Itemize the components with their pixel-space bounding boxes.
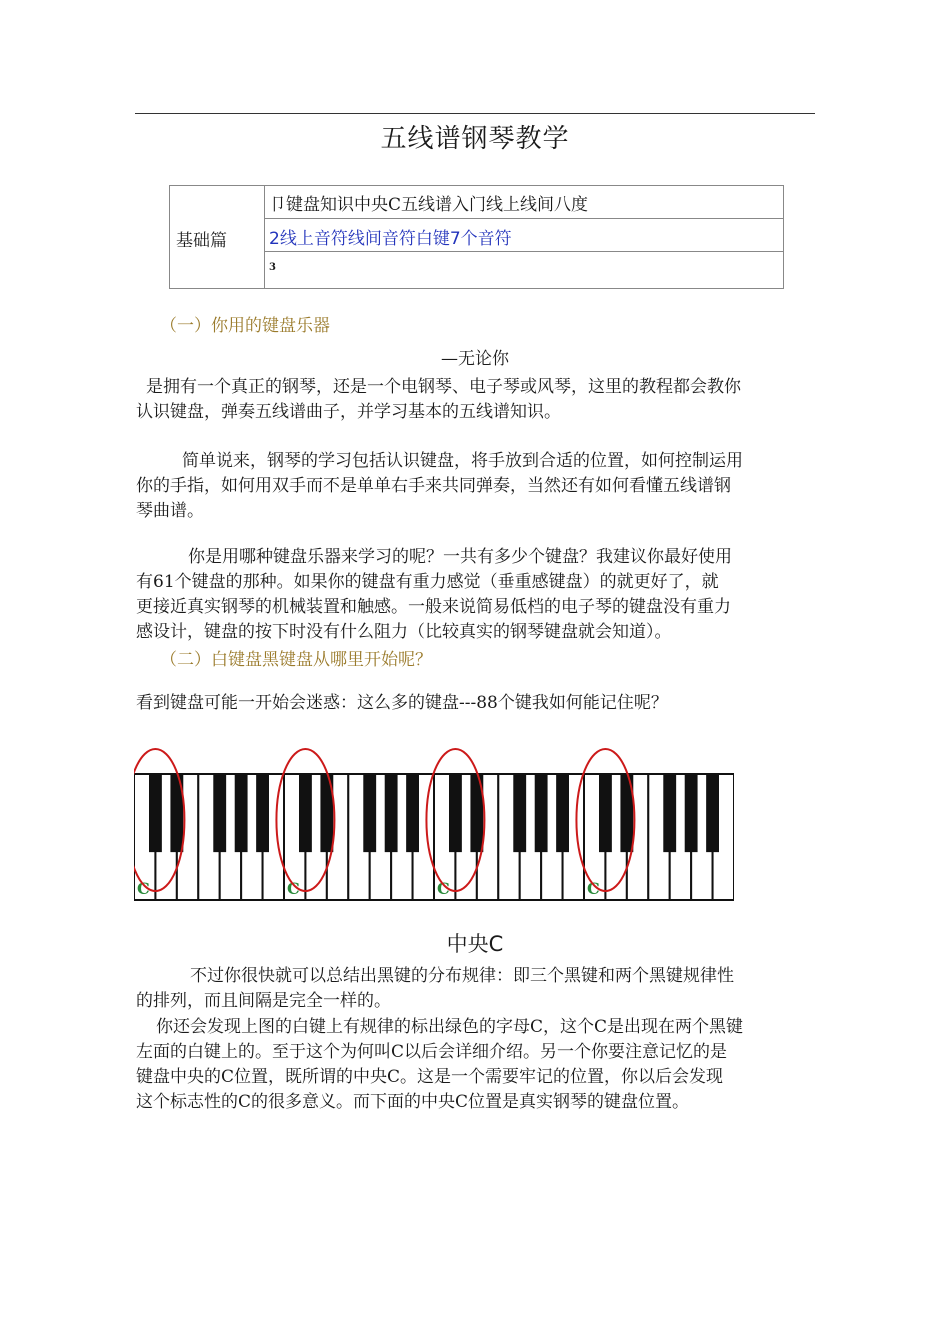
black-key [363,774,376,852]
text-line: 琴曲谱。 [136,501,204,521]
top-rule [135,113,815,114]
black-key [213,774,226,852]
black-key [449,774,462,852]
text-line: 更接近真实钢琴的机械装置和触感。一般来说简易低档的电子琴的键盘没有重力 [136,597,731,617]
black-key [599,774,612,852]
text-line: 简单说来，钢琴的学习包括认识键盘，将手放到合适的位置，如何控制运用 [182,451,743,471]
toc-row-1-text: 卩键盘知识中央C五线谱入门线上线间八度 [269,195,589,215]
section-1-para-3 [136,545,816,645]
text-line: 是拥有一个真正的钢琴，还是一个电钢琴、电子琴或风琴，这里的教程都会教你 [146,377,741,397]
c-key-label: C [587,879,600,898]
toc-label: 基础篇 [176,231,227,251]
text-line: 有61个键盘的那种。如果你的键盘有重力感觉（垂重感键盘）的就更好了，就 [136,572,719,592]
section-1-para-1 [136,375,816,425]
black-key [663,774,676,852]
toc-row-3 [264,252,784,288]
section-2-intro [136,691,816,716]
text-line: 键盘中央的C位置，既所谓的中央C。这是一个需要牢记的位置，你以后会发现 [136,1067,724,1087]
section-1-para-2 [136,449,816,524]
text-line: 左面的白键上的。至于这个为何叫C以后会详细介绍。另一个你要注意记忆的是 [136,1042,728,1062]
c-key-label: C [437,879,450,898]
text-line: 这个标志性的C的很多意义。而下面的中央C位置是真实钢琴的键盘位置。 [136,1092,690,1112]
keyboard-caption: 中央C [446,932,504,956]
black-key [149,774,162,852]
text-line: 认识键盘，弹奏五线谱曲子，并学习基本的五线谱知识。 [136,402,561,422]
text-line: 你是用哪种键盘乐器来学习的呢？一共有多少个键盘？我建议你最好使用 [188,547,732,567]
page-title: 五线谱钢琴教学 [380,124,570,154]
c-key-label: C [137,879,150,898]
c-key-label: C [287,879,300,898]
section-1-heading: （一）你用的键盘乐器 [160,316,330,336]
keyboard-diagram [134,742,734,902]
black-key [556,774,569,852]
toc-row-2-link[interactable]: 2线上音符线间音符白键7个音符 [269,229,512,249]
black-key [706,774,719,852]
text-line: 不过你很快就可以总结出黑键的分布规律：即三个黑键和两个黑键规律性 [190,966,734,986]
text-line: 的排列，而且间隔是完全一样的。 [136,991,391,1011]
toc-row-3-text: 3 [269,262,276,273]
black-key [685,774,698,852]
black-key [513,774,526,852]
black-key [299,774,312,852]
black-key [256,774,269,852]
text-line: 你的手指，如何用双手而不是单单右手来共同弹奏，当然还有如何看懂五线谱钢 [136,476,731,496]
center-phrase: —无论你 [441,349,509,369]
toc-label-cell [170,186,266,288]
section-2-para-1 [136,964,816,1014]
section-2-heading: （二）白键盘黑键盘从哪里开始呢？ [160,650,432,670]
toc-row-1 [264,186,784,219]
text-line: 看到键盘可能一开始会迷惑：这么多的键盘---88个键我如何能记住呢？ [136,693,668,713]
black-key [535,774,548,852]
black-key [385,774,398,852]
black-key [406,774,419,852]
black-key [235,774,248,852]
section-2-para-2 [136,1015,816,1115]
toc-table [169,185,784,289]
text-line: 你还会发现上图的白键上有规律的标出绿色的字母C，这个C是出现在两个黑键 [156,1017,744,1037]
text-line: 感设计，键盘的按下时没有什么阻力（比较真实的钢琴键盘就会知道）。 [136,622,672,642]
toc-row-2[interactable] [264,219,784,252]
